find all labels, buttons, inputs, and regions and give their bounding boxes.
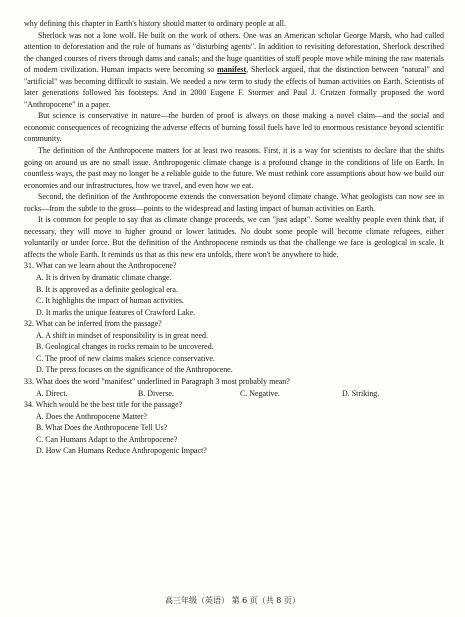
question-31-stem: 31. What can we learn about the Anthropocene? (24, 261, 177, 271)
question-32 (24, 318, 444, 376)
question-32-option-a: A. A shift in mindset of responsibility is in great need. (36, 330, 208, 340)
question-31 (24, 260, 444, 318)
question-34-option-a: A. Does the Anthropocene Matter? (36, 411, 147, 421)
question-32-option-d: D. The press focuses on the significance of the Anthropocene. (36, 365, 233, 375)
question-31-option-a: A. It is driven by dramatic climate change. (36, 273, 172, 283)
paragraph-sherlock (24, 30, 444, 111)
page-footer: 高三年级（英语） 第 6 页（共 8 页） (165, 596, 300, 605)
paragraph-sherlock-part1: Sherlock was not a lone wolf. He built on the work of others. One was an American scholar George Marsh, who had called attention to deforestation and the role of humans as "disturbing agents". In addition to revisiting deforestation, Sherlock described the changed courses of rivers through dams and canals; and the huge quantities of stuff people move while mining the raw materials of modern civilization. Human impacts were becoming so (24, 30, 444, 75)
question-32-option-b: B. Geological changes in rocks remain to be uncovered. (36, 342, 214, 352)
question-33-option-a: A. Direct. (36, 388, 68, 398)
question-32-option-c: C. The proof of new claims makes science conservative. (36, 353, 215, 363)
page-content (24, 18, 444, 457)
question-32-stem: 32. What can be inferred from the passage? (24, 319, 162, 329)
question-34-option-c: C. Can Humans Adapt to the Anthropocene? (36, 434, 178, 444)
paragraph-science-conservative: But science is conservative in nature—the burden of proof is always on those making a novel claim—and the social and economic consequences of recognizing the adverse effects of burning fossil fuels have led to enormous resistance beyond scientific community. (24, 111, 444, 144)
question-34 (24, 399, 444, 457)
question-34-option-d: D. How Can Humans Reduce Anthropogenic Impact? (36, 446, 207, 456)
paragraph-second-reason: Second, the definition of the Anthropocene extends the conversation beyond climate change. What geologists can now see in rocks—from the subtle to the gross—points to the widespread and lasting impact of human activities on Earth. (24, 192, 444, 213)
question-34-stem: 34. Which would be the best title for the passage? (24, 400, 183, 410)
question-33-option-d: D. Striking. (342, 388, 380, 398)
passage-line-continuation: why defining this chapter in Earth's history should matter to ordinary people at all. (24, 19, 286, 28)
question-33-options (36, 388, 444, 400)
question-33-stem: 33. What does the word "manifest" underlined in Paragraph 3 most probably mean? (24, 376, 290, 386)
paragraph-sherlock-part2: , Sherlock argued, that the distinction between "natural" and "artificial" was becoming difficult to sustain. We needed a new term to study the effects of human activities on Earth. Scientists of later generations followed his footsteps. And in 2000 Eugene F. Stormer and Paul J. Crutzen formally proposed the word "Anthropocene" in a paper. (24, 65, 445, 109)
question-33 (24, 376, 444, 399)
question-31-option-c: C. It highlights the impact of human activities. (36, 296, 184, 306)
question-31-option-b: B. It is approved as a definite geological era. (36, 284, 178, 294)
question-31-option-d: D. It marks the unique features of Crawford Lake. (36, 307, 196, 317)
question-34-option-b: B. What Does the Anthropocene Tell Us? (36, 423, 168, 433)
paragraph-just-adapt: It is common for people to say that as climate change proceeds, we can "just adapt". Some wealthy people even think that, if necessary, they will move to higher ground or lower latitudes. No doubt some people will become climate refugees, either voluntarily or under force. But the definition of the Anthropocene reminds us that the challenge we face is geological in scale. It affects the whole Earth. It reminds us that as this new era unfolds, there won't be anywhere to hide. (24, 215, 444, 259)
paragraph-definition-matters: The definition of the Anthropocene matters for at least two reasons. First, it is a way for scientists to declare that the shifts going on around us are no small issue. Anthropogenic climate change is a profound change in the conditions of life on Earth. In countless ways, the past may no longer be a reliable guide to the future. We must rethink core assumptions about how we build our economies and our infrastructures, how we travel, and even how we eat. (24, 146, 444, 190)
question-33-option-b: B. Diverse. (138, 388, 174, 398)
underlined-word-manifest: manifest (217, 65, 247, 75)
question-33-option-c: C. Negative. (240, 388, 280, 398)
